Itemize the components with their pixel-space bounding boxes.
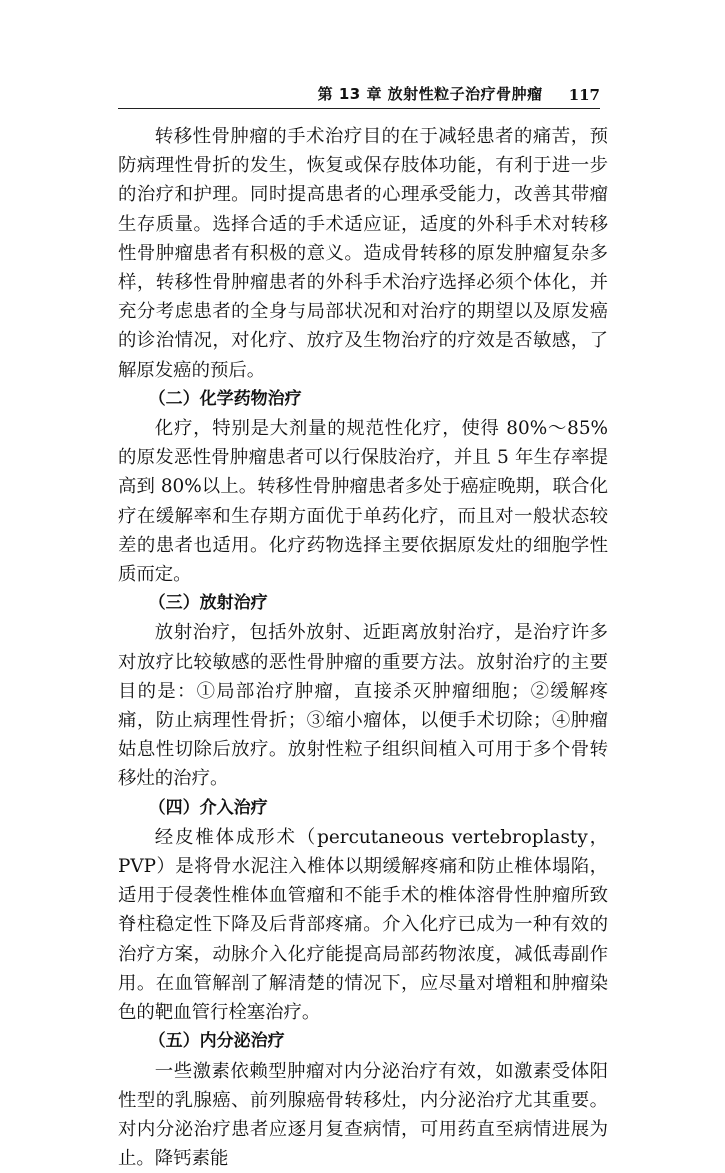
page-number: 117 — [569, 86, 600, 104]
chemotherapy-paragraph: 化疗，特别是大剂量的规范性化疗，使得 80%～85%的原发恶性骨肿瘤患者可以行保肢治疗，并且 5 年生存率提高到 80%以上。转移性骨肿瘤患者多处于癌症晚期，联合化疗在缓解率和生存期方面优于单药化疗，而且对一般状态较差的患者也适用。化疗药物选择主要依据原发灶的细胞学性质而定。 — [118, 414, 608, 589]
page-body — [118, 122, 608, 1173]
running-header — [118, 82, 600, 109]
endocrine-paragraph: 一些激素依赖型肿瘤对内分泌治疗有效，如激素受体阳性型的乳腺癌、前列腺癌骨转移灶，内分泌治疗尤其重要。对内分泌治疗患者应逐月复查病情，可用药直至病情进展为止。降钙素能 — [118, 1057, 608, 1173]
radiotherapy-paragraph: 放射治疗，包括外放射、近距离放射治疗，是治疗许多对放疗比较敏感的恶性骨肿瘤的重要方法。放射治疗的主要目的是：①局部治疗肿瘤，直接杀灭肿瘤细胞；②缓解疼痛，防止病理性骨折；③缩小瘤体，以便手术切除；④肿瘤姑息性切除后放疗。放射性粒子组织间植入可用于多个骨转移灶的治疗。 — [118, 618, 608, 793]
section-heading-chemotherapy: （二）化学药物治疗 — [118, 385, 608, 414]
interventional-paragraph: 经皮椎体成形术（percutaneous vertebroplasty，PVP）是将骨水泥注入椎体以期缓解疼痛和防止椎体塌陷，适用于侵袭性椎体血管瘤和不能手术的椎体溶骨性肿瘤所致脊柱稳定性下降及后背部疼痛。介入化疗已成为一种有效的治疗方案，动脉介入化疗能提高局部药物浓度，减低毒副作用。在血管解剖了解清楚的情况下，应尽量对增粗和肿瘤染色的靶血管行栓塞治疗。 — [118, 823, 608, 1027]
intro-paragraph: 转移性骨肿瘤的手术治疗目的在于减轻患者的痛苦，预防病理性骨折的发生，恢复或保存肢体功能，有利于进一步的治疗和护理。同时提高患者的心理承受能力，改善其带瘤生存质量。选择合适的手术适应证，适度的外科手术对转移性骨肿瘤患者有积极的意义。造成骨转移的原发肿瘤复杂多样，转移性骨肿瘤患者的外科手术治疗选择必须个体化，并充分考虑患者的全身与局部状况和对治疗的期望以及原发癌的诊治情况，对化疗、放疗及生物治疗的疗效是否敏感，了解原发癌的预后。 — [118, 122, 608, 385]
section-heading-radiotherapy: （三）放射治疗 — [118, 589, 608, 618]
section-heading-endocrine: （五）内分泌治疗 — [118, 1027, 608, 1056]
section-heading-interventional: （四）介入治疗 — [118, 794, 608, 823]
chapter-title: 第 13 章 放射性粒子治疗骨肿瘤 — [318, 83, 543, 104]
